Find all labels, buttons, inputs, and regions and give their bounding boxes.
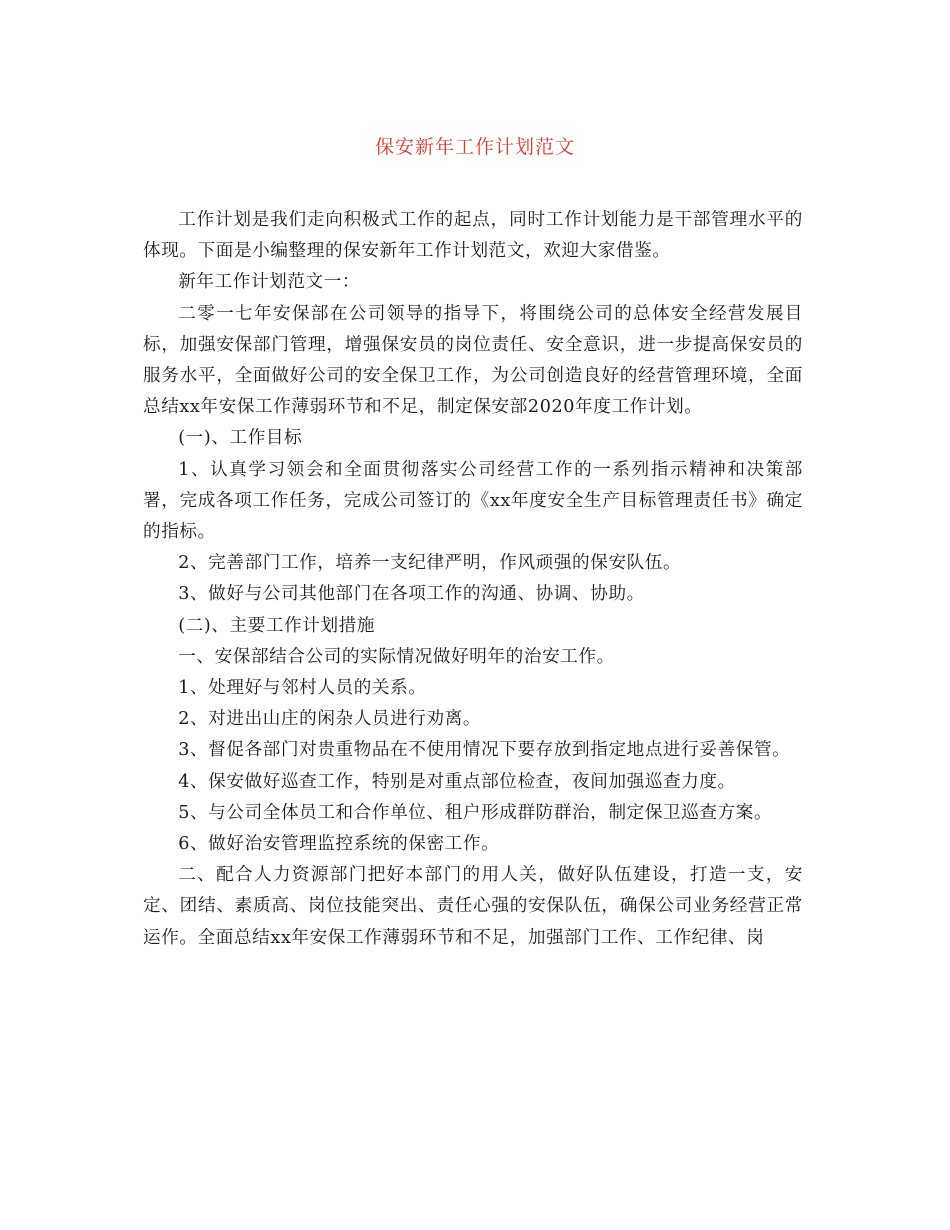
paragraph-measure-security: 一、安保部结合公司的实际情况做好明年的治安工作。 xyxy=(178,646,615,667)
paragraph-measure-staffing: 二、配合人力资源部门把好本部门的用人关，做好队伍建设，打造一支，安定、团结、素质高、岗位技能突出、责任心强的安保队伍，确保公司业务经营正常运作。全面总结xx年安保工作薄弱环节和不足，加强部门工作、工作纪律、岗 xyxy=(143,865,803,948)
paragraph-measure-item-3: 3、督促各部门对贵重物品在不使用情况下要存放到指定地点进行妥善保管。 xyxy=(178,740,791,761)
document-body xyxy=(143,205,803,954)
section-heading-goals: (一)、工作目标 xyxy=(178,428,303,449)
paragraph-measure-item-4: 4、保安做好巡查工作，特别是对重点部位检查，夜间加强巡查力度。 xyxy=(178,771,736,792)
paragraph-goal-1: 1、认真学习领会和全面贯彻落实公司经营工作的一系列指示精神和决策部署，完成各项工作任务，完成公司签订的《xx年度安全生产目标管理责任书》确定的指标。 xyxy=(143,459,803,543)
paragraph-measure-item-1: 1、处理好与邻村人员的关系。 xyxy=(178,678,427,699)
paragraph-measure-item-5: 5、与公司全体员工和合作单位、租户形成群防群治，制定保卫巡查方案。 xyxy=(178,802,773,823)
paragraph-measure-item-2: 2、对进出山庄的闲杂人员进行劝离。 xyxy=(178,709,482,730)
paragraph-overview: 二零一七年安保部在公司领导的指导下，将围绕公司的总体安全经营发展目标，加强安保部门管理，增强保安员的岗位责任、安全意识，进一步提高保安员的服务水平，全面做好公司的安全保卫工作，为公司创造良好的经营管理环境，全面总结xx年安保工作薄弱环节和不足，制定保安部2020年度工作计划。 xyxy=(143,303,803,418)
paragraph-goal-2: 2、完善部门工作，培养一支纪律严明，作风顽强的保安队伍。 xyxy=(178,553,682,574)
paragraph-measure-item-6: 6、做好治安管理监控系统的保密工作。 xyxy=(178,834,500,855)
section-heading-measures: (二)、主要工作计划措施 xyxy=(178,615,376,636)
paragraph-intro: 工作计划是我们走向积极式工作的起点，同时工作计划能力是干部管理水平的体现。下面是小编整理的保安新年工作计划范文，欢迎大家借鉴。 xyxy=(143,210,803,262)
paragraph-goal-3: 3、做好与公司其他部门在各项工作的沟通、协调、协助。 xyxy=(178,584,645,605)
paragraph-sample-heading: 新年工作计划范文一： xyxy=(178,272,361,293)
document-title: 保安新年工作计划范文 xyxy=(374,136,575,158)
